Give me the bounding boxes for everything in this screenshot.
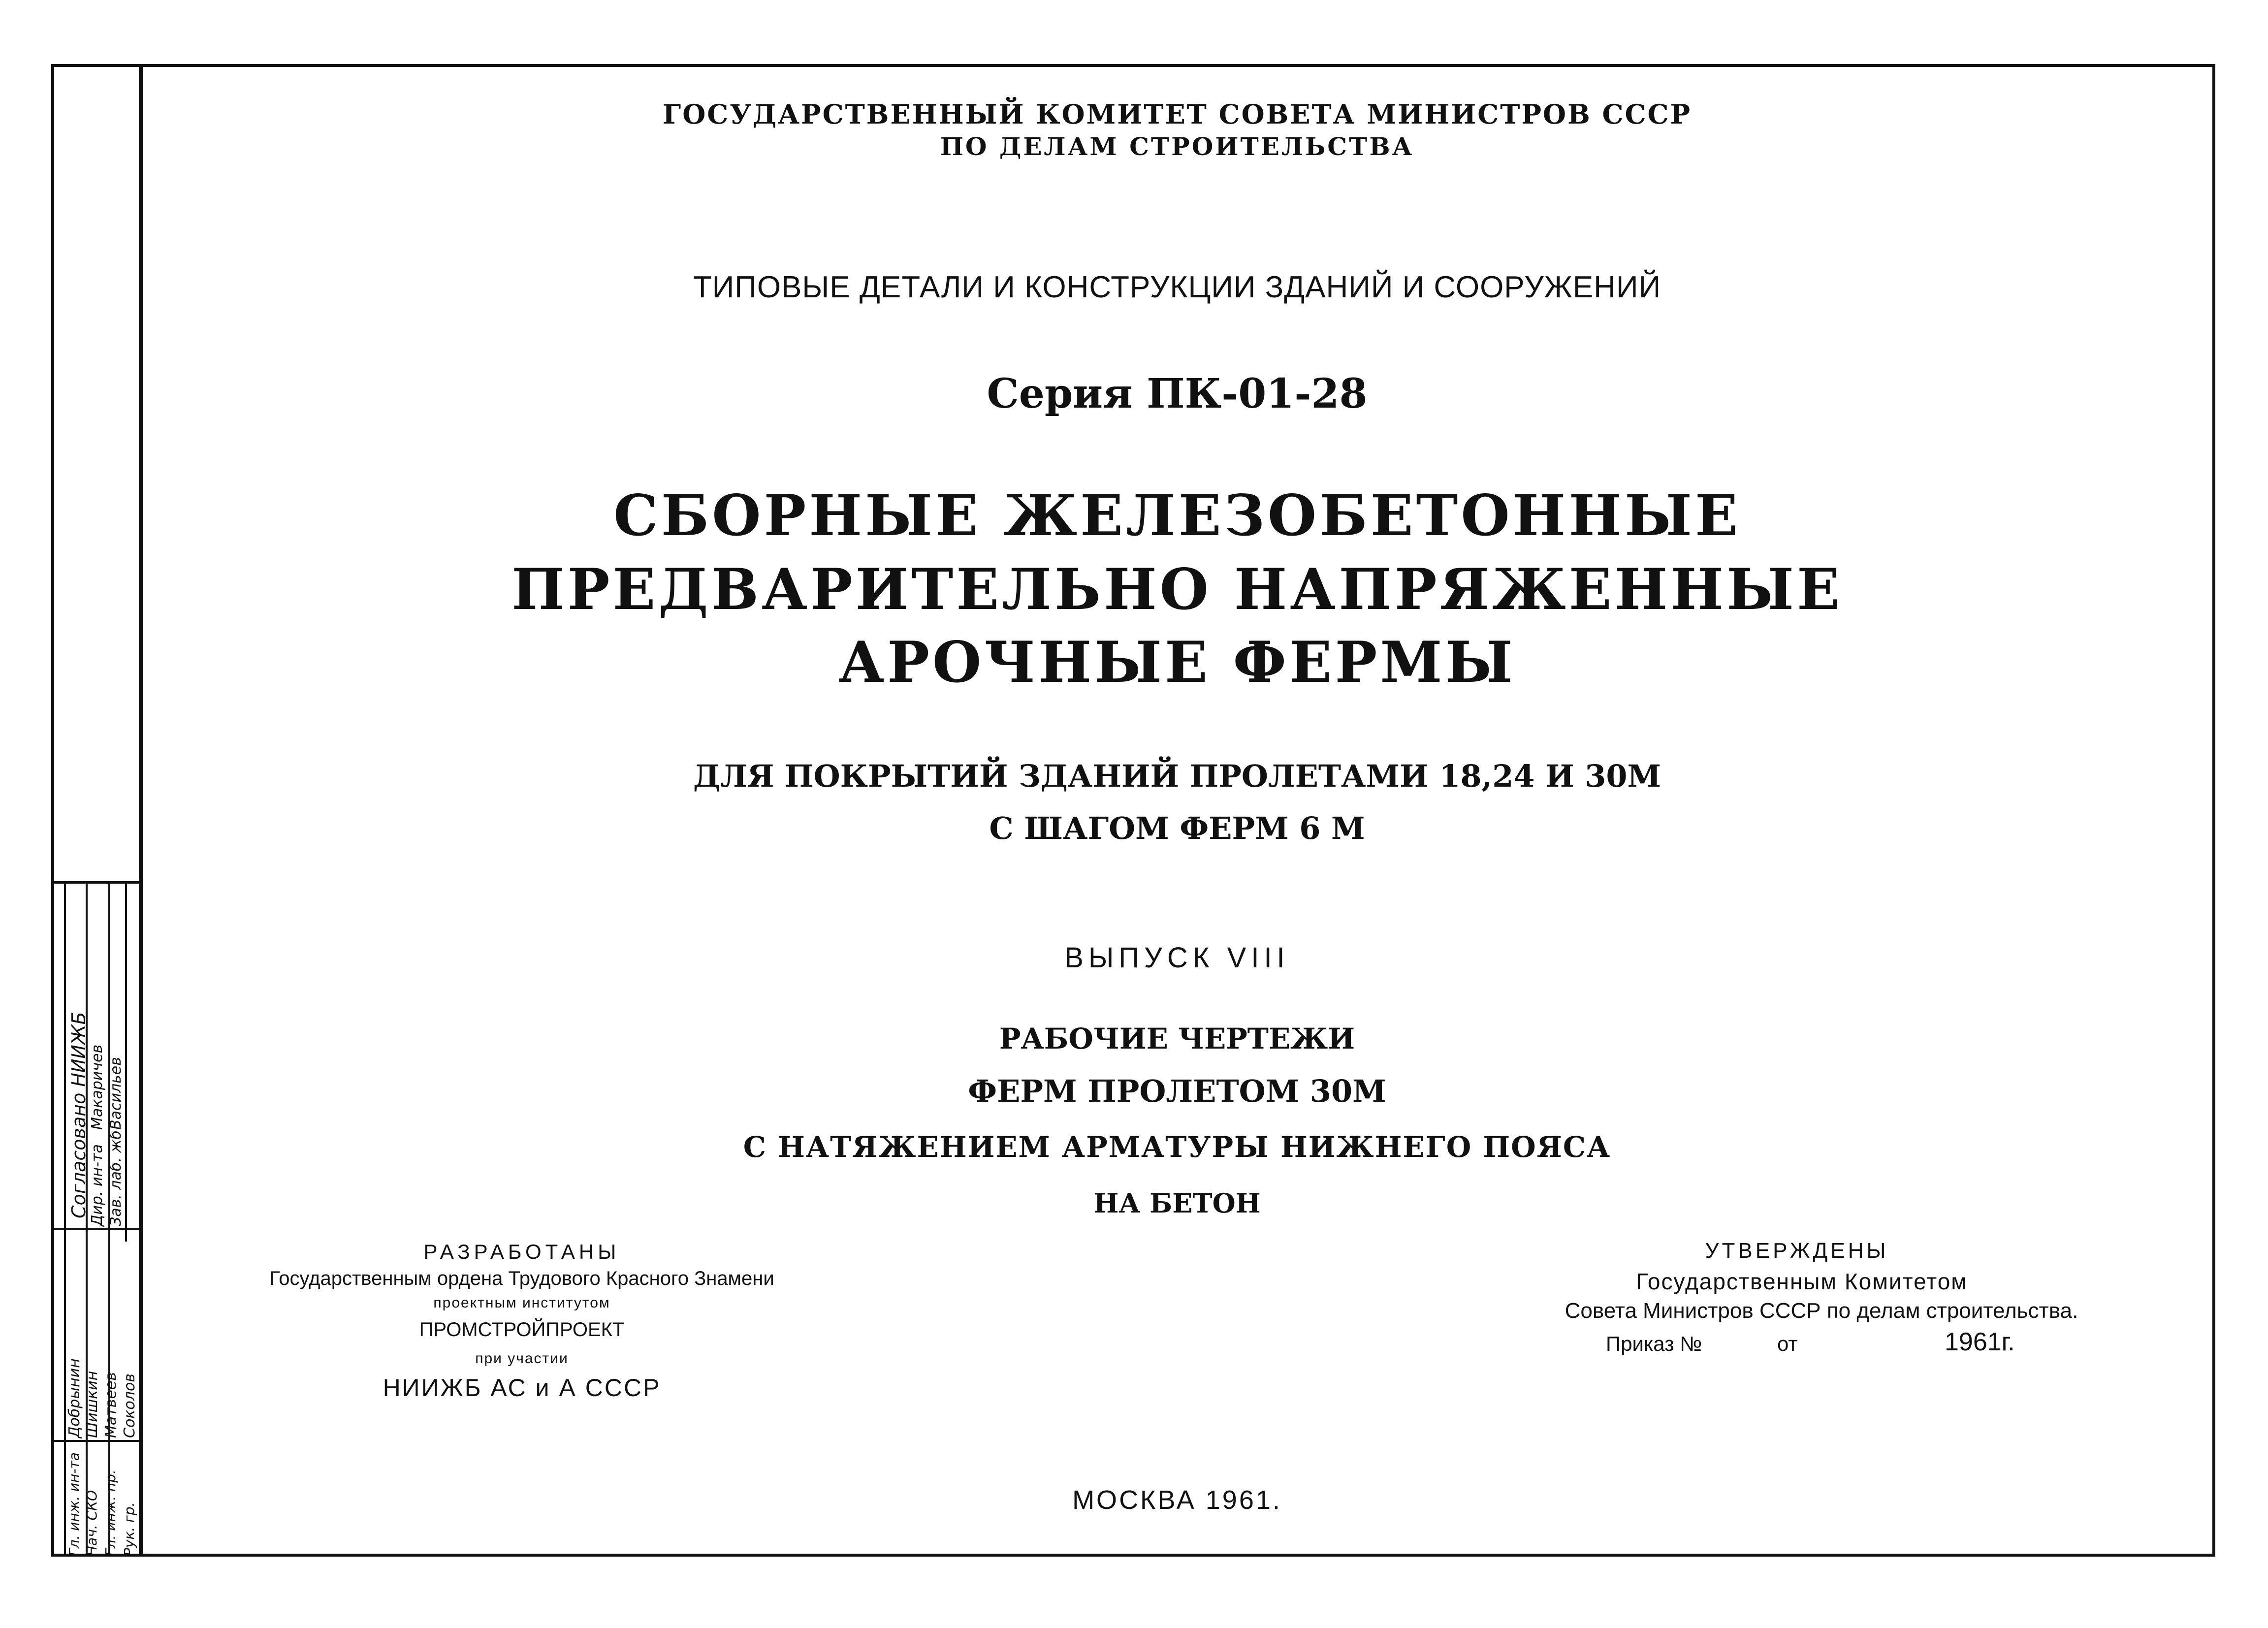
catalog-title: ТИПОВЫЕ ДЕТАЛИ И КОНСТРУКЦИИ ЗДАНИЙ И СООРУЖЕНИЙ [693,270,1661,304]
stamp-role: Гл. инж. ин-та [66,1452,82,1556]
main-title: СБОРНЫЕ ЖЕЛЕЗОБЕТОННЫЕ [613,482,1741,548]
developed-participation: при участии [475,1350,569,1367]
approved-year: 1961г. [1945,1328,2015,1356]
stamp-role: Нач. СКО [84,1490,100,1556]
stamp-agreed-text: Согласовано НИИЖБ [68,1012,90,1218]
stamp-role: Рук. гр. [121,1502,137,1556]
approved-council: Совета Министров СССР по делам строительства. [1565,1299,2078,1323]
subtitle-spacing: С ШАГОМ ФЕРМ 6 М [989,810,1365,846]
main-title: ПРЕДВАРИТЕЛЬНО НАПРЯЖЕННЫЕ [511,556,1843,622]
footer-city-year: МОСКВА 1961. [1072,1485,1282,1515]
subtitle-spans: ДЛЯ ПОКРЫТИЙ ЗДАНИЙ ПРОЛЕТАМИ 18,24 И 30М [693,758,1661,794]
developed-institute-name: ПРОМСТРОЙПРОЕКТ [419,1319,625,1341]
issue-number: ВЫПУСК VIII [1064,942,1290,974]
content-title: РАБОЧИЕ ЧЕРТЕЖИ [999,1022,1355,1055]
stamp-name: Шишкин [84,1371,101,1438]
developed-institute-type: проектным институтом [433,1295,610,1311]
approved-committee: Государственным Комитетом [1636,1269,1968,1294]
content-title: НА БЕТОН [1093,1187,1261,1219]
developed-institute: Государственным ордена Трудового Красного Знамени [269,1268,774,1289]
stamp-name: Соколов [121,1373,138,1438]
developed-heading: РАЗРАБОТАНЫ [423,1240,620,1263]
stamp-name: Добрынин [66,1358,83,1438]
approved-heading: УТВЕРЖДЕНЫ [1705,1239,1889,1263]
stamp-agreed-name: Васильев [107,1057,125,1130]
stamp-agreed-role: Зав. лаб. жб [107,1130,125,1226]
content-title: ФЕРМ ПРОЛЕТОМ 30М [968,1073,1386,1109]
stamp-role: Гл. инж. пр. [102,1469,119,1556]
approved-order-label: Приказ № [1606,1332,1702,1355]
content-title: С НАТЯЖЕНИЕМ АРМАТУРЫ НИЖНЕГО ПОЯСА [743,1130,1611,1164]
header-committee: ГОСУДАРСТВЕННЫЙ КОМИТЕТ СОВЕТА МИНИСТРОВ СССР [662,98,1692,130]
header-department: ПО ДЕЛАМ СТРОИТЕЛЬСТВА [940,132,1414,161]
approved-from-label: от [1777,1332,1798,1355]
stamp-agreed-role: Дир. ин-та [89,1144,106,1226]
series-label: Серия ПК-01-28 [987,370,1368,417]
main-title: АРОЧНЫЕ ФЕРМЫ [838,629,1516,695]
developed-block [217,1239,827,1403]
stamp-name: Матвеев [102,1372,120,1438]
developed-partner: НИИЖБ АС и А СССР [383,1374,661,1402]
approval-stamp [51,881,142,1557]
stamp-agreed-name: Макаричев [89,1044,106,1130]
